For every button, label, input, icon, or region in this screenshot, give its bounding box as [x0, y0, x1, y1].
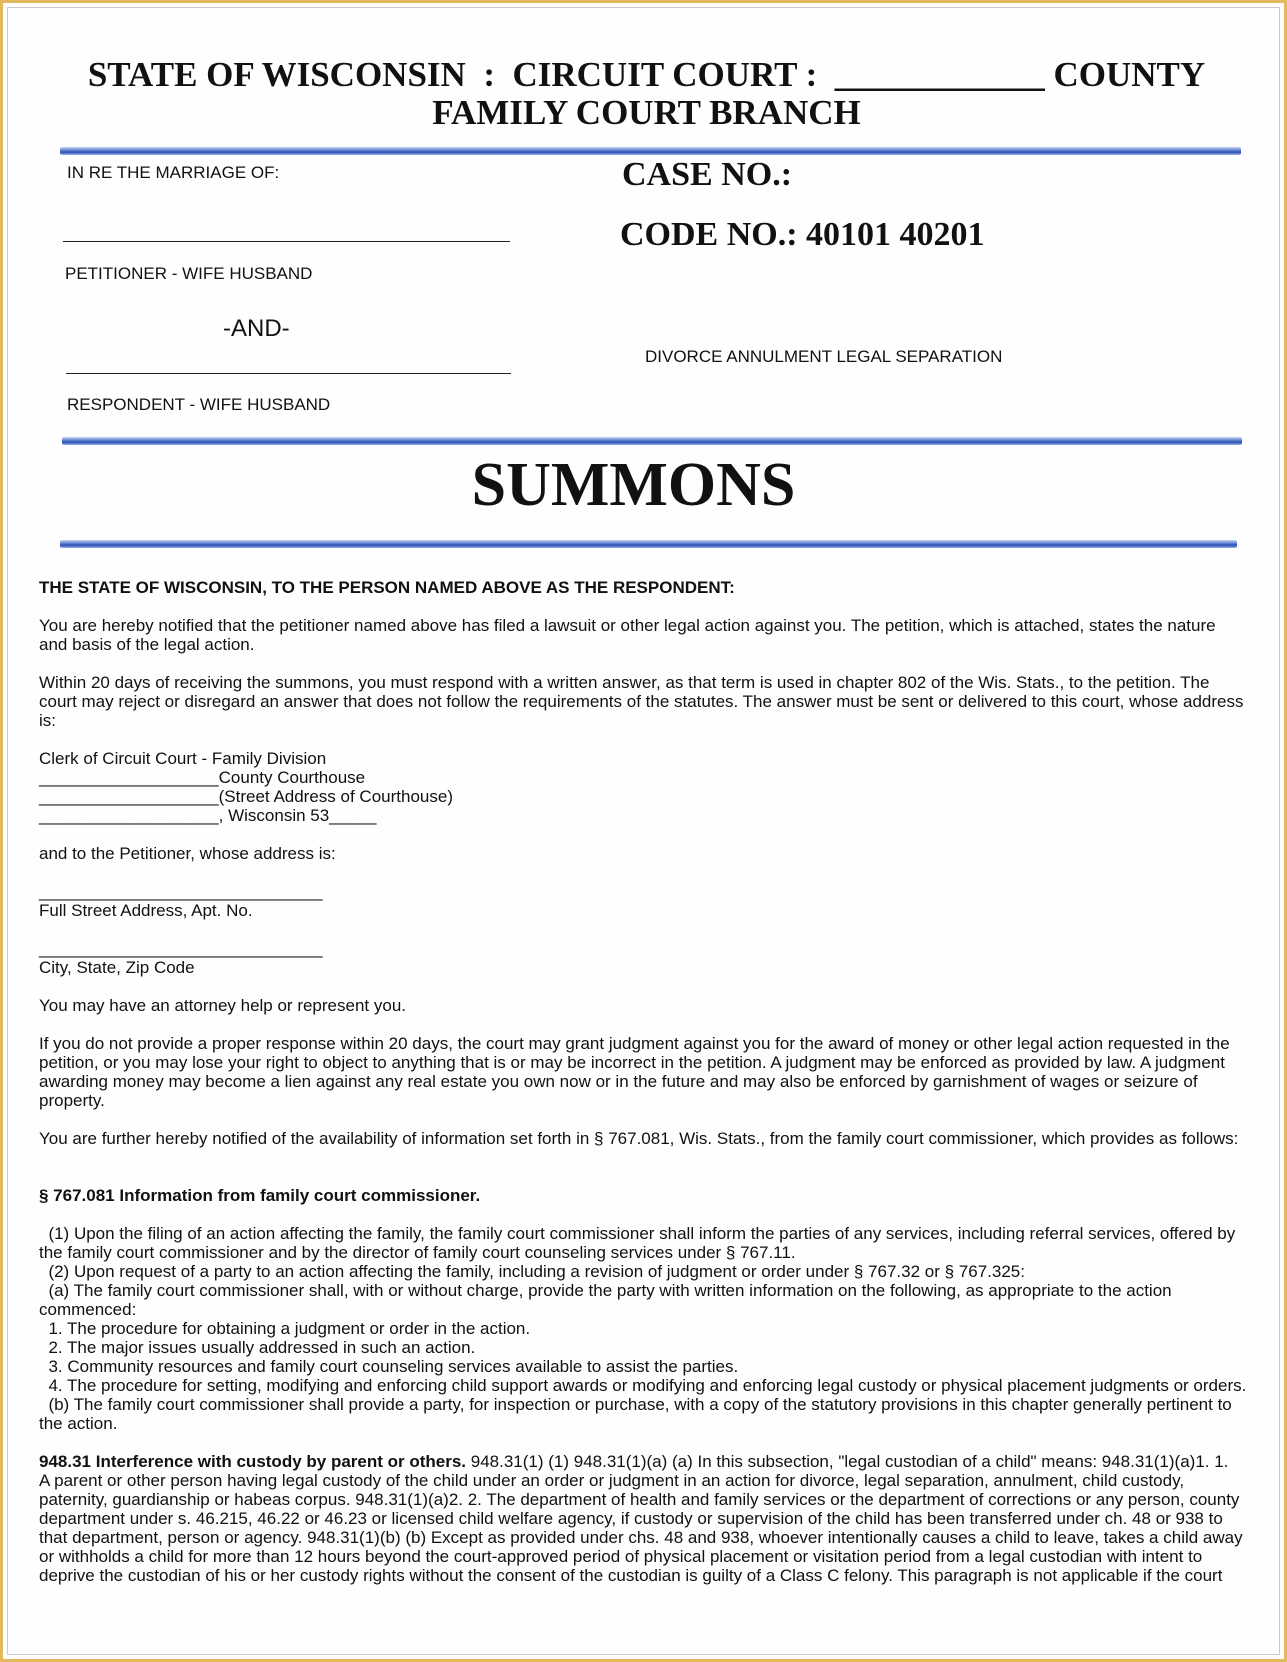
- within-line: is:: [39, 711, 56, 730]
- section-767-line: the family court commissioner and by the director of family court counseling services under § 767.11.: [39, 1243, 796, 1262]
- section-948-line: department under s. 46.215, 46.22 or 46.23 or licensed child welfare agency, if custody or supervision of the child has been transferred under ch. 48 or 938 to: [39, 1509, 1223, 1528]
- respondent-name-line: [66, 373, 511, 374]
- clerk-line: Clerk of Circuit Court - Family Division: [39, 749, 327, 768]
- petitioner-name-line: [63, 241, 510, 242]
- section-948-line: deprive the custodian of his or her custody rights without the consent of the custodian is guilty of a Class C felony. This paragraph is not applicable if the court: [39, 1566, 1223, 1585]
- and-separator: -AND-: [223, 315, 290, 342]
- header-divider-rule: [60, 147, 1241, 155]
- street-address-label: Full Street Address, Apt. No.: [39, 901, 253, 920]
- section-948-line: paternity, guardianship or habeas corpus. 948.31(1)(a)2. 2. The department of health and family services or the department of corrections or any person, county: [39, 1490, 1240, 1509]
- salutation: THE STATE OF WISCONSIN, TO THE PERSON NAMED ABOVE AS THE RESPONDENT:: [39, 578, 735, 597]
- petitioner-label: PETITIONER - WIFE HUSBAND: [65, 264, 313, 283]
- section-948-heading: 948.31 Interference with custody by parent or others.: [39, 1452, 467, 1471]
- section-948-first-line: [39, 1452, 1264, 1471]
- attorney-notice: You may have an attorney help or represent you.: [39, 996, 406, 1015]
- section-948-first-rest: 948.31(1) (1) 948.31(1)(a) (a) In this subsection, "legal custodian of a child" means: 948.31(1)(a)1. 1.: [466, 1452, 1229, 1471]
- action-types: DIVORCE ANNULMENT LEGAL SEPARATION: [645, 347, 1003, 366]
- title-divider-rule: [60, 540, 1237, 548]
- city-blank-line: ______________________________: [39, 939, 323, 958]
- further-notice: You are further hereby notified of the availability of information set forth in § 767.081, Wis. Stats., from the family court commissioner, which provides as follows:: [39, 1129, 1239, 1148]
- case-number-label: CASE NO.:: [622, 156, 793, 193]
- judgment-line: If you do not provide a proper response within 20 days, the court may grant judgment against you for the award of money or other legal action requested in the: [39, 1034, 1230, 1053]
- judgment-line: awarding money may become a lien against any real estate you own now or in the future and may also be enforced by garnishment of wages or seizure of: [39, 1072, 1198, 1091]
- section-948-line: A parent or other person having legal custody of the child under an order or judgment in an action for divorce, legal separation, annulment, child custody,: [39, 1471, 1185, 1490]
- section-767-line: (1) Upon the filing of an action affecting the family, the family court commissioner shall inform the parties of any services, including referral services, offered by: [39, 1224, 1236, 1243]
- notice-line: You are hereby notified that the petitioner named above has filed a lawsuit or other legal action against you. The petition, which is attached, states the nature: [39, 616, 1216, 635]
- section-767-line: the action.: [39, 1414, 118, 1433]
- caption-divider-rule: [62, 437, 1242, 445]
- within-line: Within 20 days of receiving the summons, you must respond with a written answer, as that term is used in chapter 802 of the Wis. Stats., to the petition. The: [39, 673, 1210, 692]
- summons-body: [39, 578, 1264, 1585]
- section-767-line: 1. The procedure for obtaining a judgment or order in the action.: [39, 1319, 531, 1338]
- section-948-line: or withholds a child for more than 12 hours beyond the court-approved period of physical placement or visitation period from a legal custodian with intent to: [39, 1547, 1203, 1566]
- section-948-line: that department, person or agency. 948.31(1)(b) (b) Except as provided under chs. 48 and 938, whoever intentionally causes a child to leave, takes a child away: [39, 1528, 1243, 1547]
- clerk-line: ___________________, Wisconsin 53_____: [39, 806, 377, 825]
- court-header-line1: STATE OF WISCONSIN : CIRCUIT COURT : ____________ COUNTY: [87, 55, 1206, 94]
- section-767-line: (b) The family court commissioner shall provide a party, for inspection or purchase, with a copy of the statutory provisions in this chapter generally pertinent to: [39, 1395, 1232, 1414]
- city-state-zip-label: City, State, Zip Code: [39, 958, 195, 977]
- clerk-line: ___________________County Courthouse: [39, 768, 366, 787]
- section-767-line: 4. The procedure for setting, modifying and enforcing child support awards or modifying and enforcing legal custody or physical placement judgments or orders.: [39, 1376, 1247, 1395]
- code-number: CODE NO.: 40101 40201: [620, 216, 985, 253]
- in-re-label: IN RE THE MARRIAGE OF:: [67, 163, 280, 182]
- document-title: SUMMONS: [471, 451, 796, 519]
- petitioner-address-intro: and to the Petitioner, whose address is:: [39, 844, 336, 863]
- section-767-line: (a) The family court commissioner shall, with or without charge, provide the party with written information on the following, as appropriate to the action: [39, 1281, 1172, 1300]
- section-767-line: commenced:: [39, 1300, 137, 1319]
- notice-line: and basis of the legal action.: [39, 635, 255, 654]
- within-line: court may reject or disregard an answer that does not follow the requirements of the statutes. The answer must be sent or delivered to this court, whose address: [39, 692, 1244, 711]
- section-767-line: 3. Community resources and family court counseling services available to assist the parties.: [39, 1357, 739, 1376]
- section-767-line: (2) Upon request of a party to an action affecting the family, including a revision of judgment or order under § 767.32 or § 767.325:: [39, 1262, 1025, 1281]
- street-blank-line: ______________________________: [39, 882, 323, 901]
- judgment-line: petition, or you may lose your right to object to anything that is or may be incorrect in the petition. A judgment may be enforced as provided by law. A judgment: [39, 1053, 1225, 1072]
- respondent-label: RESPONDENT - WIFE HUSBAND: [67, 395, 331, 414]
- clerk-line: ___________________(Street Address of Courthouse): [39, 787, 453, 806]
- court-header-line2: FAMILY COURT BRANCH: [432, 93, 861, 132]
- judgment-line: property.: [39, 1091, 105, 1110]
- section-767-line: 2. The major issues usually addressed in such an action.: [39, 1338, 476, 1357]
- section-767-heading: § 767.081 Information from family court commissioner.: [39, 1186, 481, 1205]
